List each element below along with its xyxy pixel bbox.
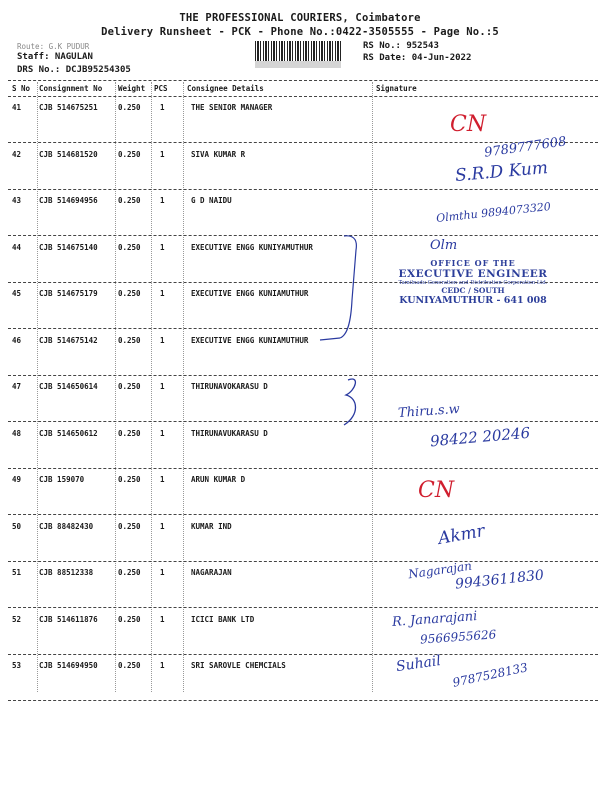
row-pcs: 1 bbox=[160, 521, 165, 531]
signature-42-phone: 9789777608 bbox=[483, 134, 568, 161]
stamp-line-3: Tamilnadu Generation and Distribution Corporation Ltd. bbox=[398, 280, 548, 286]
signature-51-phone: 9943611830 bbox=[454, 567, 545, 593]
row-consignment: CJB 514650614 bbox=[39, 382, 98, 391]
runsheet-subtitle: Delivery Runsheet - PCK - Phone No.:0422-3505555 - Page No.:5 bbox=[101, 26, 499, 38]
col-consignment: Consignment No bbox=[39, 84, 103, 93]
row-consignment: CJB 514675251 bbox=[39, 103, 98, 112]
row-pcs: 1 bbox=[160, 614, 165, 624]
row-sno: 44 bbox=[12, 242, 22, 252]
route-label: Route: G.K PUDUR bbox=[17, 42, 90, 51]
row-weight: 0.250 bbox=[118, 661, 141, 670]
row-consignee: SIVA KUMAR R bbox=[191, 149, 246, 159]
row-separator bbox=[8, 189, 598, 190]
cn-mark-1: CN bbox=[450, 112, 487, 137]
row-pcs: 1 bbox=[160, 103, 165, 112]
row-weight: 0.250 bbox=[118, 568, 141, 577]
row-consignment: CJB 514675142 bbox=[39, 335, 98, 345]
row-consignee: THE SENIOR MANAGER bbox=[191, 103, 273, 112]
signature-43: Olmthu 9894073320 bbox=[435, 200, 552, 225]
row-weight: 0.250 bbox=[118, 335, 141, 345]
col-weight: Weight bbox=[118, 84, 146, 93]
bracket-stroke-2 bbox=[344, 379, 356, 425]
drs-number: DRS No.: DCJB95254305 bbox=[17, 65, 131, 75]
company-title: THE PROFESSIONAL COURIERS, Coimbatore bbox=[179, 12, 421, 24]
signature-52-phone: 9566955626 bbox=[419, 627, 497, 647]
row-consignee: THIRUNAVOKARASU D bbox=[191, 382, 268, 391]
row-consignment: CJB 159070 bbox=[39, 475, 85, 484]
cn-mark-2: CN bbox=[418, 478, 455, 503]
column-divider bbox=[151, 82, 152, 692]
row-consignment: CJB 514611876 bbox=[39, 614, 98, 624]
row-weight: 0.250 bbox=[118, 475, 141, 484]
row-sno: 53 bbox=[12, 661, 22, 670]
col-consignee: Consignee Details bbox=[187, 84, 264, 93]
row-pcs: 1 bbox=[160, 149, 165, 159]
row-weight: 0.250 bbox=[118, 149, 141, 159]
row-consignee: KUMAR IND bbox=[191, 521, 232, 531]
row-separator bbox=[8, 468, 598, 469]
row-weight: 0.250 bbox=[118, 196, 141, 205]
row-pcs: 1 bbox=[160, 196, 165, 205]
row-consignment: CJB 514675140 bbox=[39, 242, 98, 252]
table-header-rule bbox=[8, 96, 598, 97]
row-consignment: CJB 88482430 bbox=[39, 521, 94, 531]
row-pcs: 1 bbox=[160, 242, 165, 252]
row-sno: 49 bbox=[12, 475, 22, 484]
stamp-line-5: KUNIYAMUTHUR - 641 008 bbox=[399, 295, 547, 306]
col-signature: Signature bbox=[376, 84, 417, 93]
bracket-stroke-1 bbox=[320, 236, 356, 340]
office-stamp bbox=[383, 258, 563, 306]
row-sno: 41 bbox=[12, 103, 22, 112]
row-sno: 51 bbox=[12, 568, 22, 577]
pen-strokes bbox=[300, 230, 380, 430]
staff-label: Staff: NAGULAN bbox=[17, 52, 93, 62]
rs-number: RS No.: 952543 bbox=[363, 41, 439, 51]
row-consignment: CJB 514694950 bbox=[39, 661, 98, 670]
row-weight: 0.250 bbox=[118, 428, 141, 438]
row-weight: 0.250 bbox=[118, 382, 141, 391]
row-sno: 47 bbox=[12, 382, 22, 391]
column-divider bbox=[115, 82, 116, 692]
rs-date: RS Date: 04-Jun-2022 bbox=[363, 53, 472, 63]
row-pcs: 1 bbox=[160, 568, 165, 577]
signature-53: Suhail bbox=[395, 652, 442, 676]
col-pcs: PCS bbox=[154, 84, 168, 93]
row-consignee: ARUN KUMAR D bbox=[191, 475, 246, 484]
row-sno: 43 bbox=[12, 196, 22, 205]
stamp-line-4: CEDC / SOUTH bbox=[441, 286, 505, 295]
row-consignment: CJB 514650612 bbox=[39, 428, 98, 438]
signature-53-phone: 9787528133 bbox=[451, 660, 529, 690]
row-sno: 42 bbox=[12, 149, 22, 159]
signature-42: S.R.D Kum bbox=[454, 157, 549, 187]
row-weight: 0.250 bbox=[118, 289, 141, 298]
stamp-line-1: OFFICE OF THE bbox=[430, 258, 516, 268]
row-weight: 0.250 bbox=[118, 242, 141, 252]
signature-48-phone: 98422 20246 bbox=[429, 423, 531, 451]
row-consignee: EXECUTIVE ENGG KUNIAMUTHUR bbox=[191, 289, 309, 298]
row-consignee: THIRUNAVUKARASU D bbox=[191, 428, 268, 438]
row-consignee: EXECUTIVE ENGG KUNIYAMUTHUR bbox=[191, 242, 313, 252]
signature-44: Olm bbox=[430, 238, 458, 253]
row-consignee: EXECUTIVE ENGG KUNIAMUTHUR bbox=[191, 335, 309, 345]
row-sno: 45 bbox=[12, 289, 22, 298]
barcode-footer bbox=[255, 61, 341, 68]
row-sno: 50 bbox=[12, 521, 22, 531]
row-consignee: G D NAIDU bbox=[191, 196, 232, 205]
row-consignee: SRI SAROVLE CHEMCIALS bbox=[191, 661, 286, 670]
row-pcs: 1 bbox=[160, 335, 165, 345]
signature-50: Akmr bbox=[436, 521, 487, 549]
row-pcs: 1 bbox=[160, 661, 165, 670]
row-consignee: NAGARAJAN bbox=[191, 568, 232, 577]
row-sno: 46 bbox=[12, 335, 22, 345]
row-separator bbox=[8, 654, 598, 655]
stamp-line-2: EXECUTIVE ENGINEER bbox=[398, 268, 548, 280]
signature-48: Thiru.s.w bbox=[397, 401, 461, 422]
row-separator bbox=[8, 561, 598, 562]
row-consignment: CJB 88512338 bbox=[39, 568, 94, 577]
row-pcs: 1 bbox=[160, 428, 165, 438]
row-consignment: CJB 514694956 bbox=[39, 196, 98, 205]
barcode bbox=[255, 41, 341, 61]
row-consignment: CJB 514681520 bbox=[39, 149, 98, 159]
signature-51: Nagarajan bbox=[407, 558, 473, 582]
column-divider bbox=[183, 82, 184, 692]
row-consignee: ICICI BANK LTD bbox=[191, 614, 255, 624]
row-separator bbox=[8, 607, 598, 608]
row-consignment: CJB 514675179 bbox=[39, 289, 98, 298]
row-pcs: 1 bbox=[160, 382, 165, 391]
row-sno: 48 bbox=[12, 428, 22, 438]
row-separator bbox=[8, 700, 598, 701]
row-separator bbox=[8, 514, 598, 515]
table-top-rule bbox=[8, 80, 598, 81]
col-sno: S No bbox=[12, 84, 31, 93]
row-sno: 52 bbox=[12, 614, 22, 624]
column-divider bbox=[37, 82, 38, 692]
row-pcs: 1 bbox=[160, 289, 165, 298]
row-weight: 0.250 bbox=[118, 614, 141, 624]
signature-52: R. Janarajani bbox=[391, 609, 478, 630]
row-weight: 0.250 bbox=[118, 103, 141, 112]
row-pcs: 1 bbox=[160, 475, 165, 484]
row-weight: 0.250 bbox=[118, 521, 141, 531]
